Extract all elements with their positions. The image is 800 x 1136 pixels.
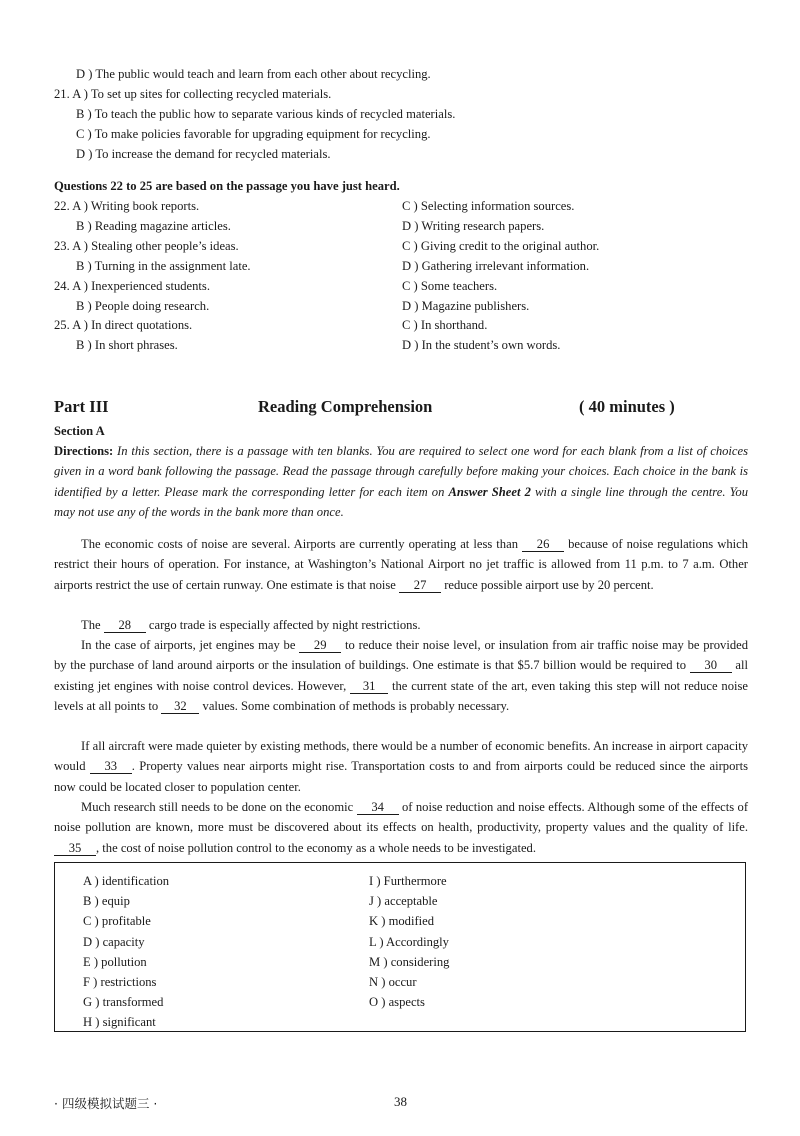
word-bank-left-column [83,871,169,1033]
passage-paragraph-4: If all aircraft were made quieter by existing methods, there would be a number of economic benefits. An increase in airport capacity would 33 . Property values near airports might rise. Transportation costs to and from airports could be reduced since the airports now could be located closer to population center. [54,739,748,794]
q22-option-b: B ) Reading magazine articles. [76,219,231,233]
page-number: 38 [394,1094,407,1109]
word-bank-item: G ) transformed [83,995,164,1010]
word-bank-item: J ) acceptable [369,894,438,909]
word-bank-right-column [369,871,449,1012]
word-bank-item: H ) significant [83,1015,156,1030]
questions-22-25-heading: Questions 22 to 25 are based on the passage you have just heard. [54,179,400,193]
blank-29: 29 [299,638,341,653]
word-bank-item: F ) restrictions [83,975,157,990]
q23-option-a: 23. A ) Stealing other people’s ideas. [54,239,239,253]
directions-answer-sheet: Answer Sheet 2 [448,484,531,499]
word-bank [54,862,746,1032]
word-bank-item: M ) considering [369,954,450,969]
blank-33: 33 [90,759,132,774]
q23-option-c: C ) Giving credit to the original author. [402,239,600,253]
word-bank-item: K ) modified [369,914,435,929]
word-bank-item: A ) identification [83,874,170,888]
q24-option-b: B ) People doing research. [76,299,210,313]
q22-option-d: D ) Writing research papers. [402,219,545,233]
footer-label: · 四级模拟试题三 · [54,1096,158,1111]
word-bank-item: D ) capacity [83,934,145,949]
q25-option-b: B ) In short phrases. [76,338,178,352]
word-bank-item: C ) profitable [83,914,151,929]
section-label: Section A [54,424,105,438]
q25-option-d: D ) In the student’s own words. [402,338,561,352]
q21-option-b: B ) To teach the public how to separate various kinds of recycled materials. [76,107,456,121]
q21-option-a: 21. A ) To set up sites for collecting recycled materials. [54,87,332,101]
blank-35: 35 [54,841,96,856]
q21-option-c: C ) To make policies favorable for upgrading equipment for recycling. [76,127,431,141]
word-bank-item: L ) Accordingly [369,934,449,949]
q22-option-a: 22. A ) Writing book reports. [54,199,200,213]
word-bank-item: O ) aspects [369,995,425,1010]
directions-tail: with a single line through the centre. You may not use any of the words in the bank more than once. [54,484,749,519]
part-title: Reading Comprehension [258,397,433,416]
blank-31: 31 [350,679,388,694]
q21-option-d: D ) To increase the demand for recycled materials. [76,147,331,161]
q24-option-d: D ) Magazine publishers. [402,299,530,313]
directions [54,441,748,522]
blank-34: 34 [357,800,399,815]
passage-paragraph-5: Much research still needs to be done on the economic 34 of noise reduction and noise effects. Although some of the effects of noise pollution are known, more must be discovered about its effects on health, productivity, property values and the quality of life. 35 , the cost of noise pollution control to the economy as a whole needs to be investigated. [54,800,749,855]
word-bank-item: B ) equip [83,894,130,909]
word-bank-item: E ) pollution [83,954,147,969]
q23-option-b: B ) Turning in the assignment late. [76,259,251,273]
passage-paragraph-1: The economic costs of noise are several. Airports are currently operating at less than 26 because of noise regulations which restrict their hours of operation. For instance, at Washington’s National Airport no jet traffic is allowed from 11 p.m. to 7 a.m. Other airports restrict the use of certain runway. One estimate is that noise 27 reduce possible airport use by 20 percent. [54,537,748,592]
q22-option-c: C ) Selecting information sources. [402,199,575,213]
q23-option-d: D ) Gathering irrelevant information. [402,259,590,273]
part-header [54,397,754,419]
blank-26: 26 [522,537,564,552]
q25-option-c: C ) In shorthand. [402,318,488,332]
directions-label: Directions: [54,444,114,458]
passage-paragraph-3: In the case of airports, jet engines may be 29 to reduce their noise level, or insulation from air traffic noise may be provided by the purchase of land around airports or the insulation of buildings. One estimate is that $5.7 billion would be required to 30 all existing jet engines with noise control devices. However, 31 the current state of the art, even taking this step will not reduce noise levels at all points to 32 values. Some combination of methods is probably necessary. [54,638,749,713]
q24-option-a: 24. A ) Inexperienced students. [54,279,210,293]
blank-27: 27 [399,578,441,593]
directions-text: In this section, there is a passage with ten blanks. You are required to select one word for each blank from a list of choices given in a word bank following the passage. Read the passage through carefully before making your choices. Each choice in the bank is identified by a letter. Please mark the corresponding letter for each item on [54,444,748,499]
blank-30: 30 [690,658,732,673]
word-bank-item: I ) Furthermore [369,874,447,888]
q24-option-c: C ) Some teachers. [402,279,498,293]
word-bank-item: N ) occur [369,975,417,990]
blank-28: 28 [104,618,146,633]
passage-paragraph-2: The 28 cargo trade is especially affected by night restrictions. [81,618,421,632]
q20-option-d: D ) The public would teach and learn from each other about recycling. [76,67,431,81]
q25-option-a: 25. A ) In direct quotations. [54,318,193,332]
blank-32: 32 [161,699,199,714]
part-time: ( 40 minutes ) [579,397,675,416]
part-label: Part III [54,397,109,416]
